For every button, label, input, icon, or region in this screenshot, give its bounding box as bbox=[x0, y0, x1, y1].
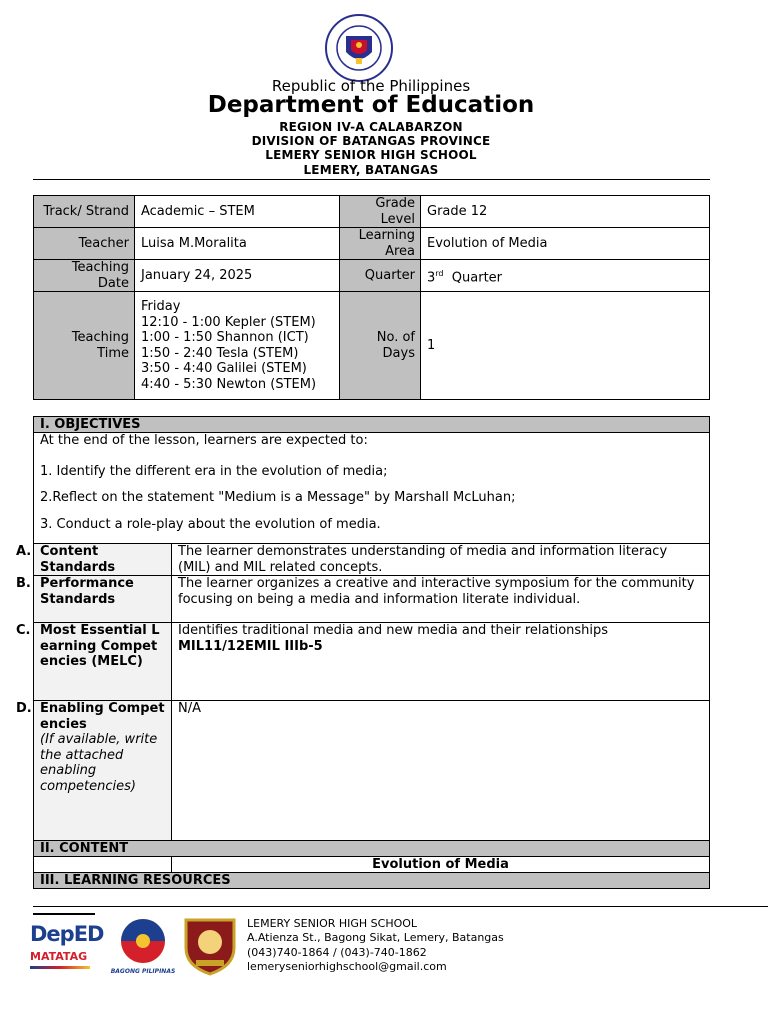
objective-item: 3. Conduct a role-play about the evolution of media. bbox=[40, 516, 381, 532]
objectives-table bbox=[16, 416, 710, 889]
time-line: Friday bbox=[141, 299, 181, 314]
bagong-pilipinas-emblem bbox=[108, 914, 178, 964]
time-line: 1:00 - 1:50 Shannon (ICT) bbox=[141, 330, 309, 345]
enabling-note: (If available, write the attached enabling competencies) bbox=[40, 732, 158, 794]
footer-phone: (043)740-1864 / (043)-740-1862 bbox=[247, 946, 427, 959]
days-label: No. of Days bbox=[340, 292, 421, 400]
content-topic: Evolution of Media bbox=[172, 857, 710, 873]
school-logo bbox=[178, 914, 242, 976]
footer-email: lemeryseniorhighschool@gmail.com bbox=[247, 960, 447, 973]
teaching-time-value bbox=[135, 292, 340, 400]
melc-text: Identifies traditional media and new media and their relationships MIL11/12EMIL IIIb-5 bbox=[172, 623, 710, 701]
division-text: DIVISION OF BATANGAS PROVINCE bbox=[251, 134, 491, 148]
track-value: Academic – STEM bbox=[135, 196, 340, 228]
time-line: 3:50 - 4:40 Galilei (STEM) bbox=[141, 361, 307, 376]
republic-text: Republic of the Philippines bbox=[271, 77, 471, 95]
objective-item: 1. Identify the different era in the evolution of media; bbox=[40, 463, 388, 479]
performance-standards-label: B. Performance Standards bbox=[34, 576, 172, 623]
lesson-info-table bbox=[33, 195, 710, 400]
learning-area-label: Learning Area bbox=[340, 228, 421, 260]
footer-address: A.Atienza St., Bagong Sikat, Lemery, Batangas bbox=[247, 931, 504, 944]
deped-matatag-logo bbox=[30, 922, 104, 978]
teacher-value: Luisa M.Moralita bbox=[135, 228, 340, 260]
content-standards-text: The learner demonstrates understanding of media and information literacy (MIL) and MIL related concepts. bbox=[172, 544, 710, 576]
melc-code: MIL11/12EMIL IIIb-5 bbox=[178, 638, 323, 654]
resources-heading: III. LEARNING RESOURCES bbox=[34, 873, 710, 889]
footer-school: LEMERY SENIOR HIGH SCHOOL bbox=[247, 917, 418, 930]
deped-seal bbox=[323, 14, 395, 82]
deped-logo-text: DepED bbox=[30, 922, 104, 946]
teacher-label: Teacher bbox=[34, 228, 135, 260]
matatag-stripe bbox=[30, 966, 90, 969]
grade-value: Grade 12 bbox=[421, 196, 710, 228]
enabling-competencies-text: N/A bbox=[172, 701, 710, 841]
quarter-value: 3rd Quarter bbox=[421, 260, 710, 292]
content-heading: II. CONTENT bbox=[34, 841, 710, 857]
department-title: Department of Education bbox=[207, 92, 535, 118]
days-value: 1 bbox=[421, 292, 710, 400]
footer-divider bbox=[33, 906, 768, 907]
learning-area-value: Evolution of Media bbox=[421, 228, 710, 260]
content-standards-label: A. Content Standards bbox=[34, 544, 172, 576]
time-line: 1:50 - 2:40 Tesla (STEM) bbox=[141, 345, 299, 361]
matatag-text: MATATAG bbox=[30, 950, 88, 963]
objectives-body bbox=[34, 433, 710, 544]
teaching-date-value: January 24, 2025 bbox=[135, 260, 340, 292]
objectives-heading: I. OBJECTIVES bbox=[34, 417, 710, 433]
quarter-label: Quarter bbox=[340, 260, 421, 292]
footer-accent-line bbox=[33, 913, 95, 915]
school-text: LEMERY SENIOR HIGH SCHOOL bbox=[265, 148, 477, 162]
teaching-time-label: Teaching Time bbox=[34, 292, 135, 400]
grade-label: Grade Level bbox=[340, 196, 421, 228]
location-text: LEMERY, BATANGAS bbox=[303, 163, 439, 177]
bagong-pilipinas-logo bbox=[108, 914, 178, 974]
region-text: REGION IV-A CALABARZON bbox=[279, 120, 463, 134]
bagong-pilipinas-text: BAGONG PILIPINAS bbox=[110, 968, 176, 975]
track-label: Track/ Strand bbox=[34, 196, 135, 228]
teaching-date-label: Teaching Date bbox=[34, 260, 135, 292]
objective-item: 2.Reflect on the statement "Medium is a Message" by Marshall McLuhan; bbox=[40, 490, 516, 505]
enabling-competencies-label: D. Enabling Competencies (If available, write the attached enabling competencies) bbox=[34, 701, 172, 841]
time-line: 12:10 - 1:00 Kepler (STEM) bbox=[141, 314, 316, 330]
header-divider bbox=[33, 179, 710, 180]
time-line: 4:40 - 5:30 Newton (STEM) bbox=[141, 376, 317, 392]
melc-label: C. Most Essential Learning Competencies (MELC) bbox=[34, 623, 172, 701]
performance-standards-text: The learner organizes a creative and interactive symposium for the community focusing on being a media and information literate individual. bbox=[172, 576, 710, 623]
objectives-intro: At the end of the lesson, learners are expected to: bbox=[40, 433, 368, 448]
